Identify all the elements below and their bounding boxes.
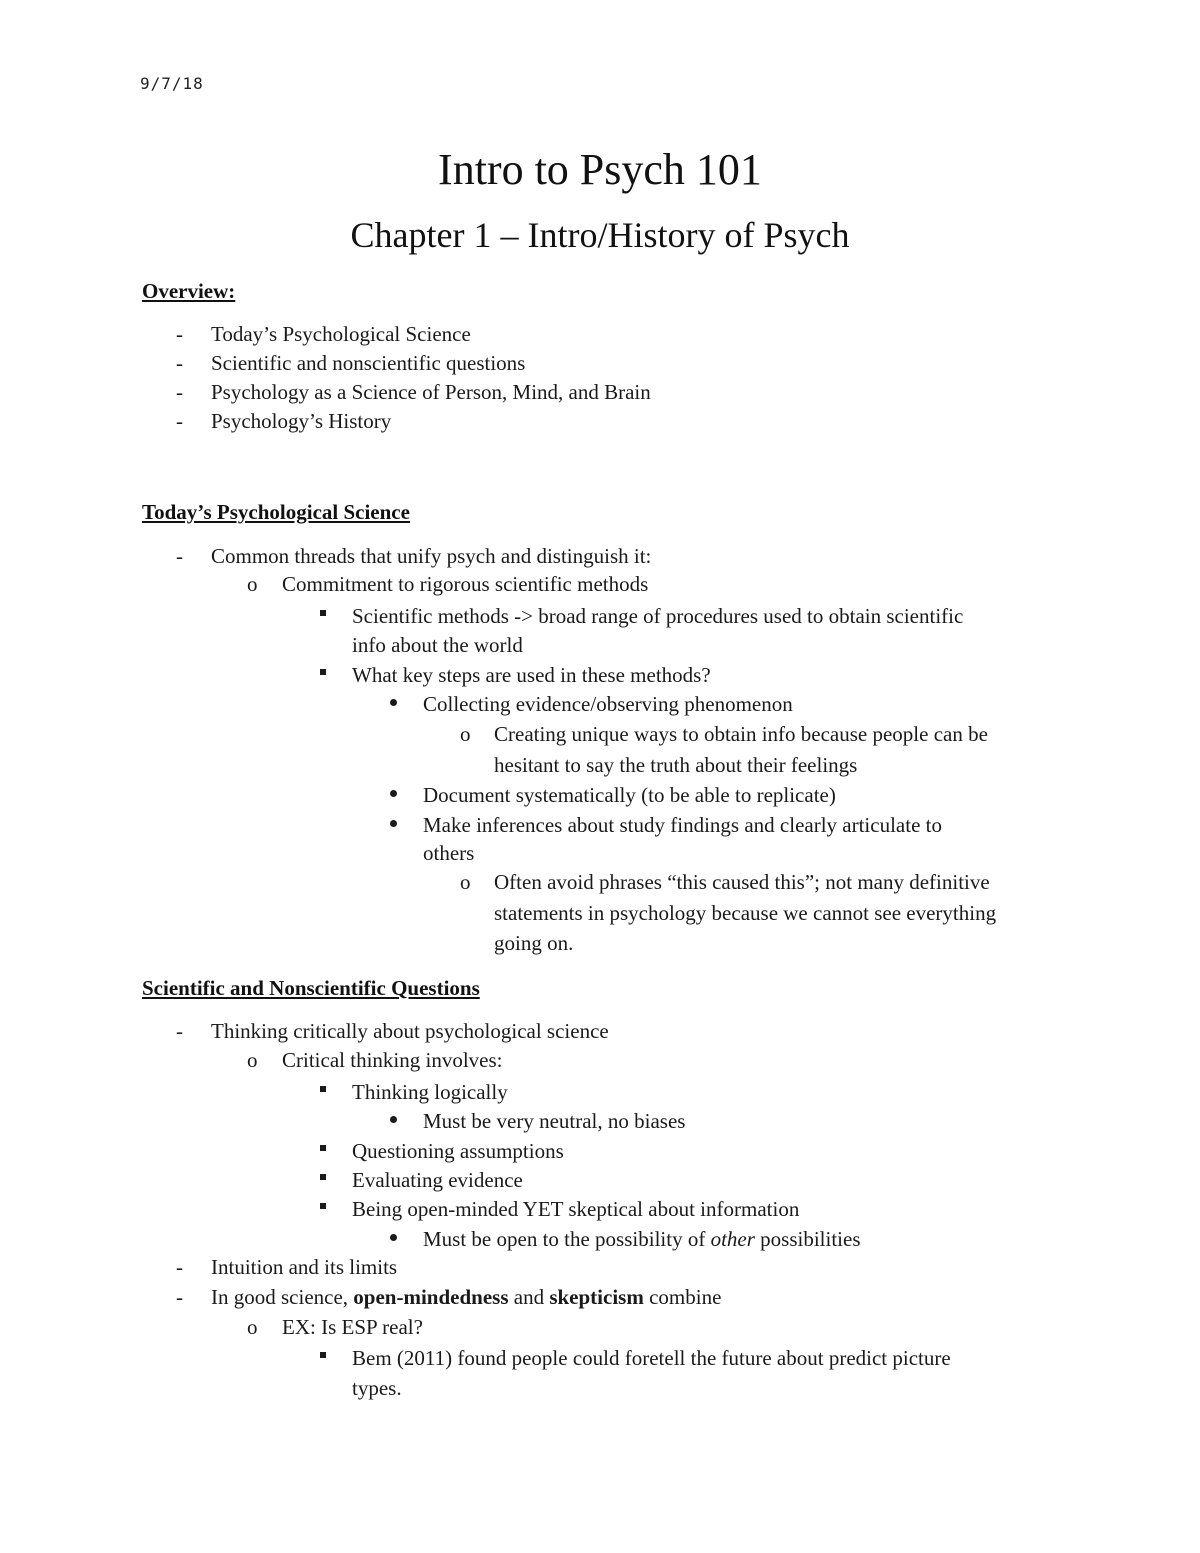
- note-line: statements in psychology because we cannot see everything: [494, 901, 997, 925]
- circle-marker: o: [460, 722, 471, 746]
- dash-marker: -: [176, 322, 183, 346]
- note-line: Intuition and its limits: [211, 1255, 398, 1279]
- square-bullet-icon: [320, 1352, 326, 1358]
- round-bullet-icon: [390, 1234, 397, 1241]
- note-line: Being open-minded YET skeptical about information: [352, 1197, 800, 1221]
- section-heading-scientific-questions: Scientific and Nonscientific Questions: [142, 976, 480, 1000]
- note-line: types.: [352, 1376, 402, 1400]
- dash-marker: -: [176, 544, 183, 568]
- dash-marker: -: [176, 1255, 183, 1279]
- date-header: 9/7/18: [140, 74, 204, 93]
- round-bullet-icon: [390, 790, 397, 797]
- document-title: Intro to Psych 101: [438, 145, 762, 194]
- overview-heading: Overview:: [142, 279, 236, 303]
- section-heading-todays-psych: Today’s Psychological Science: [142, 500, 410, 524]
- note-line: Must be very neutral, no biases: [423, 1109, 686, 1133]
- note-line-mixed: [211, 1282, 721, 1312]
- text-run: combine: [643, 1285, 722, 1309]
- dash-marker: -: [176, 1285, 183, 1309]
- note-line: hesitant to say the truth about their feelings: [494, 753, 858, 777]
- square-bullet-icon: [320, 1174, 326, 1180]
- dash-marker: -: [176, 409, 183, 433]
- round-bullet-icon: [390, 699, 397, 706]
- note-line: Thinking critically about psychological science: [211, 1019, 609, 1043]
- note-line: Evaluating evidence: [352, 1168, 523, 1192]
- note-line: Bem (2011) found people could foretell the future about predict picture: [352, 1346, 951, 1370]
- text-run: possibilities: [754, 1227, 861, 1251]
- note-line: Thinking logically: [352, 1080, 508, 1104]
- dash-marker: -: [176, 380, 183, 404]
- text-run: In good science,: [211, 1285, 354, 1309]
- circle-marker: o: [247, 572, 258, 596]
- square-bullet-icon: [320, 1203, 326, 1209]
- square-bullet-icon: [320, 1145, 326, 1151]
- overview-item: Psychology’s History: [211, 409, 392, 433]
- note-line: Scientific methods -> broad range of procedures used to obtain scientific: [352, 604, 964, 628]
- round-bullet-icon: [390, 1116, 397, 1123]
- overview-item: Psychology as a Science of Person, Mind, and Brain: [211, 380, 651, 404]
- text-run: Must be open to the possibility of: [423, 1227, 711, 1251]
- dash-marker: -: [176, 1019, 183, 1043]
- note-line: Commitment to rigorous scientific methods: [282, 572, 649, 596]
- square-bullet-icon: [320, 1086, 326, 1092]
- chapter-subtitle: Chapter 1 – Intro/History of Psych: [350, 215, 850, 255]
- bold-emphasis: open-mindedness: [353, 1285, 509, 1309]
- italic-emphasis: other: [710, 1227, 755, 1251]
- note-line: Creating unique ways to obtain info because people can be: [494, 722, 988, 746]
- circle-marker: o: [460, 870, 471, 894]
- note-line: going on.: [494, 931, 574, 955]
- overview-item: Today’s Psychological Science: [211, 322, 471, 346]
- text-run: and: [508, 1285, 550, 1309]
- note-line: What key steps are used in these methods?: [352, 663, 711, 687]
- note-line: Questioning assumptions: [352, 1139, 564, 1163]
- note-line: others: [423, 841, 475, 865]
- round-bullet-icon: [390, 820, 397, 827]
- note-line: Make inferences about study findings and clearly articulate to: [423, 813, 942, 837]
- overview-item: Scientific and nonscientific questions: [211, 351, 526, 375]
- note-line: EX: Is ESP real?: [282, 1315, 423, 1339]
- note-line: Document systematically (to be able to replicate): [423, 783, 836, 807]
- circle-marker: o: [247, 1048, 258, 1072]
- square-bullet-icon: [320, 669, 326, 675]
- bold-emphasis: skepticism: [549, 1285, 644, 1309]
- note-line: Collecting evidence/observing phenomenon: [423, 692, 793, 716]
- note-line-mixed: [423, 1224, 861, 1254]
- dash-marker: -: [176, 351, 183, 375]
- note-line: Often avoid phrases “this caused this”; not many definitive: [494, 870, 990, 894]
- note-line: info about the world: [352, 633, 523, 657]
- circle-marker: o: [247, 1315, 258, 1339]
- note-line: Critical thinking involves:: [282, 1048, 503, 1072]
- square-bullet-icon: [320, 610, 326, 616]
- note-line: Common threads that unify psych and distinguish it:: [211, 544, 652, 568]
